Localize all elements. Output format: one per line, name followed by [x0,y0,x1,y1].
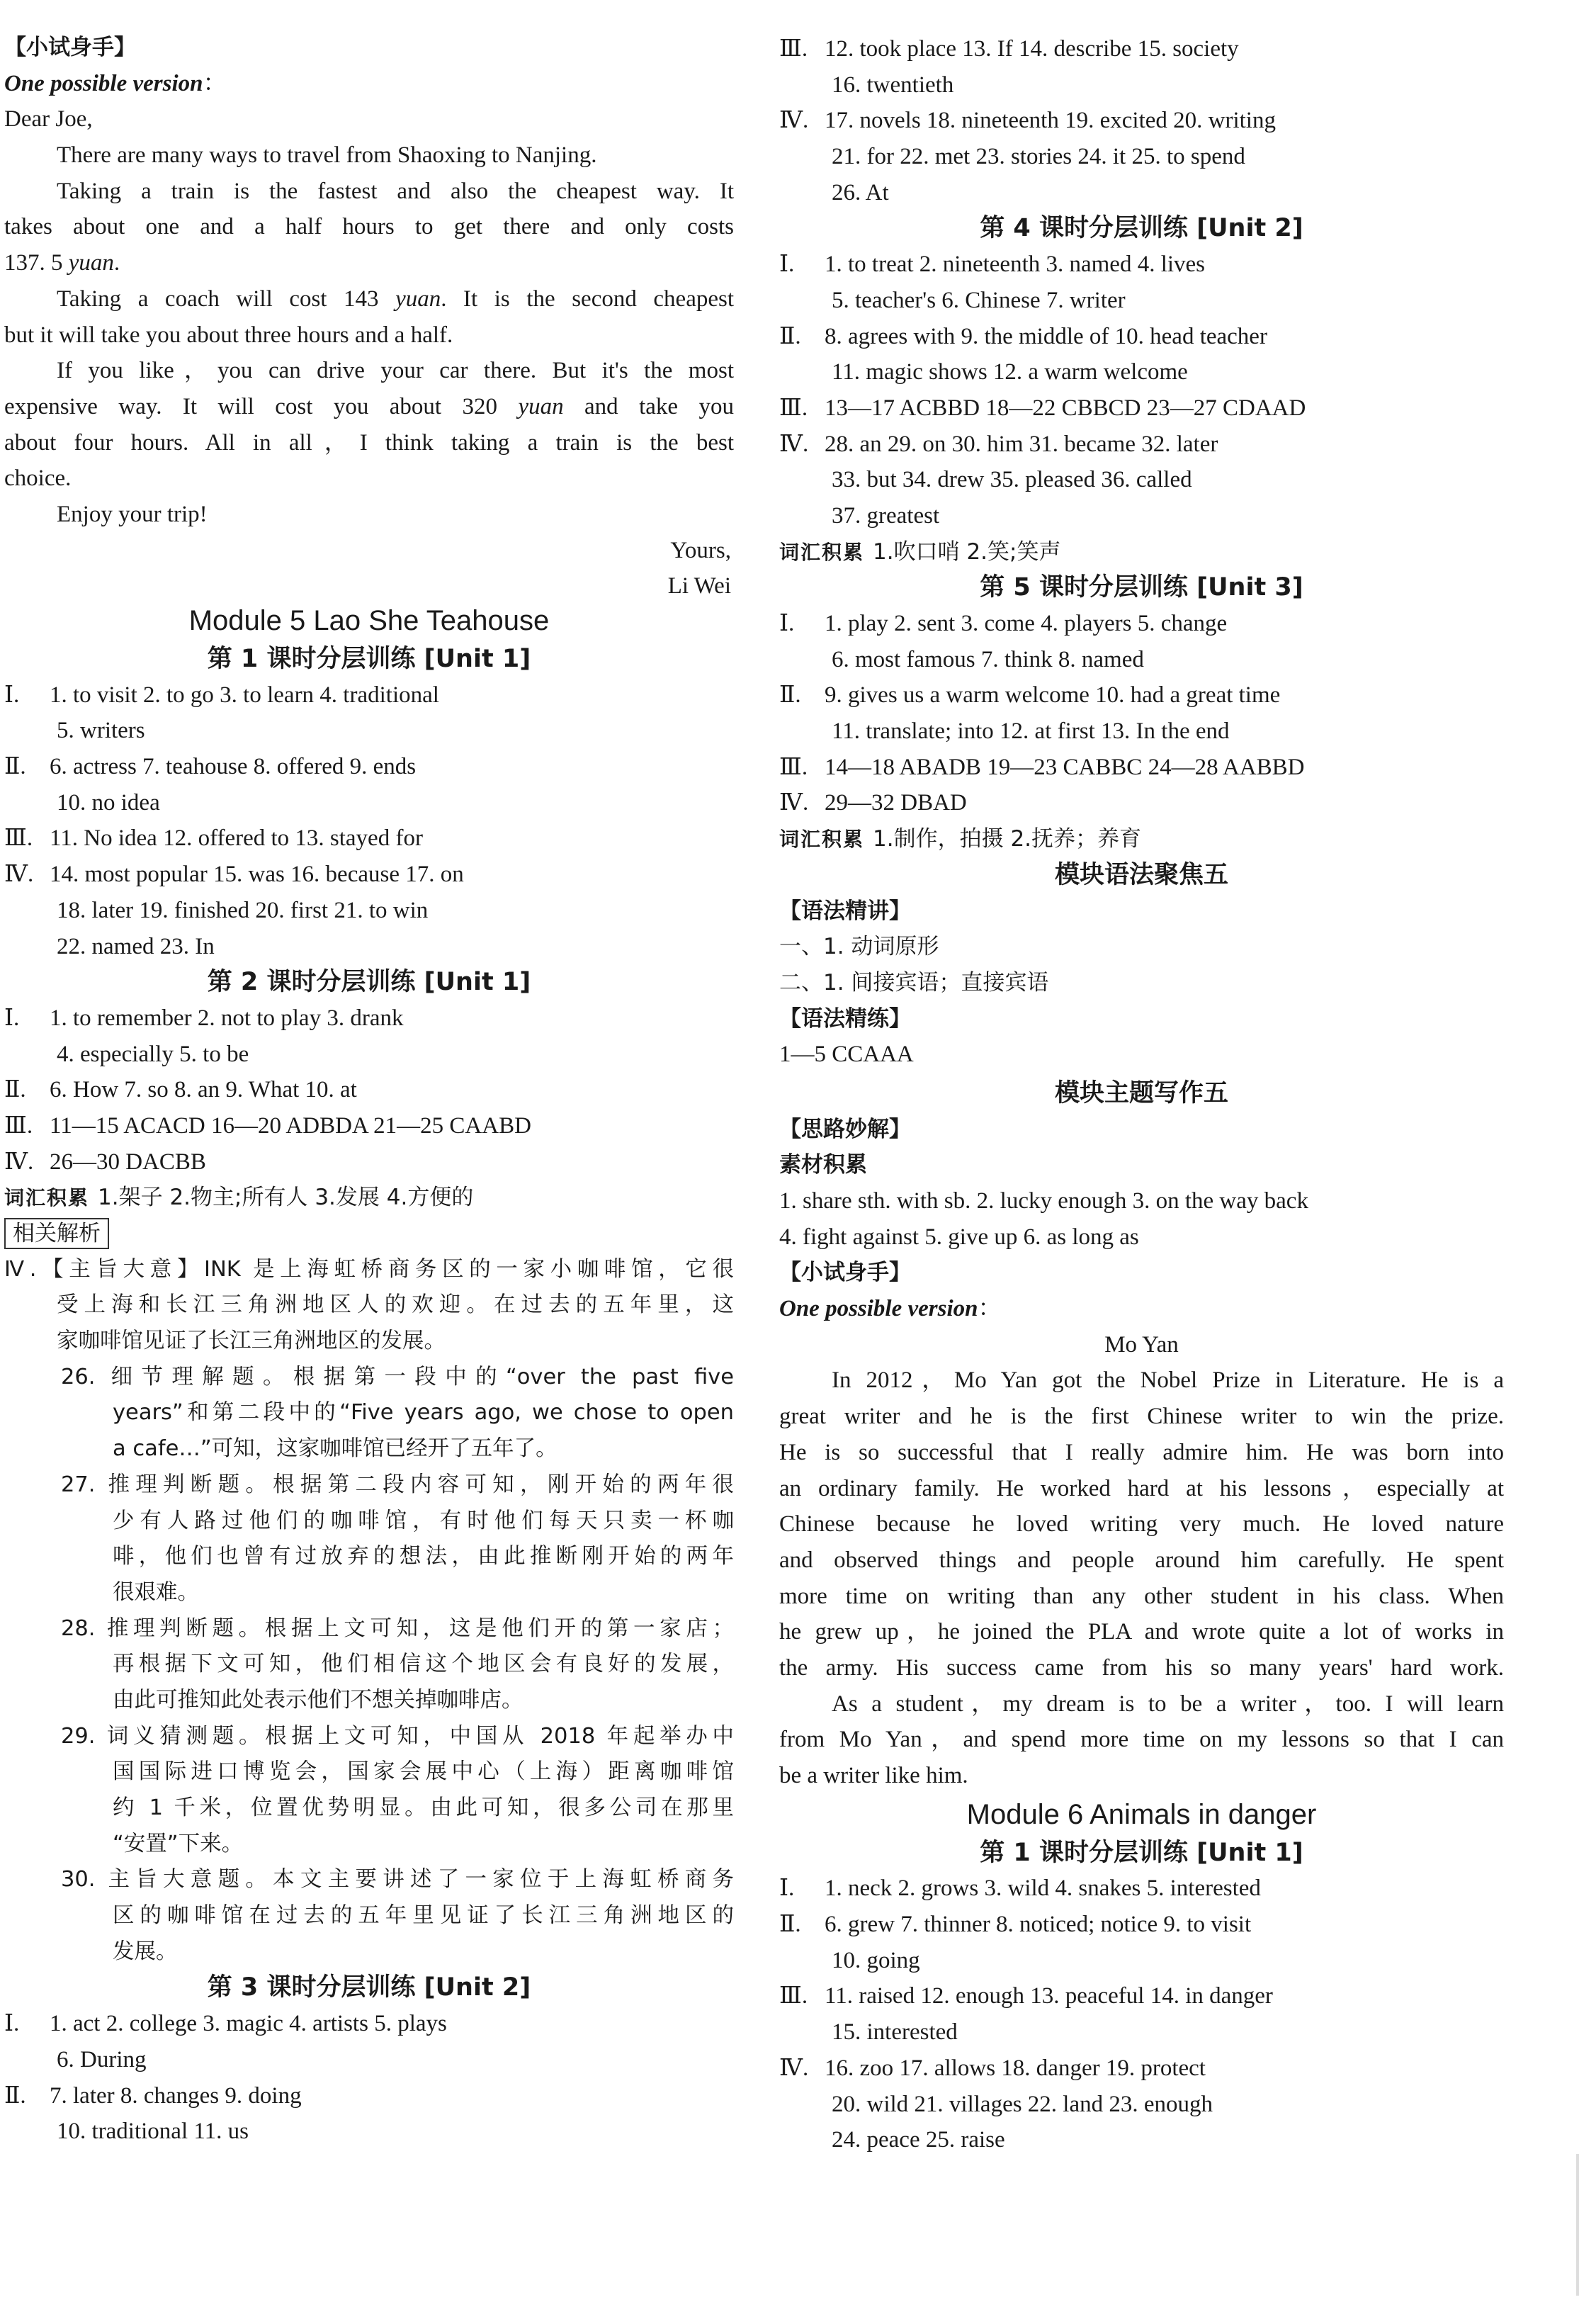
left-column [4,35,734,2150]
writing-header: 【思路妙解】 [779,1116,911,1142]
lesson-1-title: 第 1 课时分层训练 [Unit 1] [207,645,531,673]
answer-row: 5. teacher's 6. Chinese 7. writer [832,287,1126,313]
answer-row: Ⅳ. 16. zoo 17. allows 18. danger 19. protect [779,2055,1206,2081]
analysis-line: 区的咖啡馆在过去的五年里见证了长江三角洲地区的 [113,1903,734,1929]
answer-row: 37. greatest [832,502,940,529]
analysis-line: years”和第二段中的“Five years ago, we chose to open [113,1400,734,1426]
essay-line: He is so successful that I really admire him. He was born into [779,1439,1504,1465]
answer-row: 4. especially 5. to be [57,1041,249,1067]
answer-row: 10. traditional 11. us [57,2119,249,2145]
letter-line: about four hours. All in all，I think taking a train is the best [4,429,734,456]
letter-line: If you like，you can drive your car there. But it's the most [57,358,734,384]
vocab-tag: 词汇积累 [4,1186,90,1210]
answer-row: Ⅱ. 6. How 7. so 8. an 9. What 10. at [4,1077,357,1103]
version-label: One possible version： [779,1296,1002,1322]
answer-row: Ⅳ. 17. novels 18. nineteenth 19. excited 20. writing [779,108,1276,134]
analysis-tag-row [4,1216,734,1252]
module-5-title: Module 5 Lao She Teahouse [188,605,550,636]
answer-row: 24. peace 25. raise [832,2127,1005,2153]
vocab-row: 词汇积累 1.架子 2.物主;所有人 3.发展 4.方便的 [4,1185,474,1211]
answer-row: Ⅲ. 12. took place 13. If 14. describe 15. society [779,36,1239,62]
answer-row: 33. but 34. drew 35. pleased 36. called [832,467,1192,493]
lesson-3-title: 第 3 课时分层训练 [Unit 2] [207,1973,531,2002]
grammar-header: 【语法精练】 [779,1005,911,1032]
answer-row: 11. translate; into 12. at first 13. In the end [832,718,1230,745]
analysis-line: “安置”下来。 [113,1831,244,1856]
material-header: 素材积累 [779,1152,867,1178]
analysis-line: 国国际进口博览会，国家会展中心（上海）距离咖啡馆 [113,1759,734,1785]
answer-row: Ⅰ. 1. play 2. sent 3. come 4. players 5. change [779,611,1228,636]
letter-line: 137. 5 yuan. [4,250,120,276]
analysis-line: 少有人路过他们的咖啡馆，有时他们每天只卖一杯咖 [113,1508,734,1533]
letter-line: Taking a train is the fastest and also the cheapest way. It [57,178,734,204]
grammar-answer: 1—5 CCAAA [779,1042,914,1068]
answer-row: Ⅱ. 7. later 8. changes 9. doing [4,2082,302,2109]
letter-signature: Li Wei [667,573,731,599]
answer-row: 15. interested [832,2019,958,2046]
answer-row: Ⅲ. 11. No idea 12. offered to 13. stayed for [4,825,423,852]
material-row: 4. fight against 5. give up 6. as long as [779,1224,1139,1250]
essay-line: the army. His success came from his so many years' hard work. [779,1654,1504,1681]
grammar-answer: 二、1. 间接宾语；直接宾语 [779,969,1049,995]
analysis-line: 再根据下文可知，他们相信这个地区会有良好的发展， [113,1652,734,1677]
answer-row: 6. most famous 7. think 8. named [832,646,1144,672]
answer-row: Ⅲ. 14—18 ABADB 19—23 CABBC 24—28 AABBD [779,754,1305,780]
answer-row: Ⅳ. 28. an 29. on 30. him 31. became 32. later [779,431,1218,457]
grammar-focus-title: 模块语法聚焦五 [1054,860,1228,889]
essay-line: be a writer like him. [779,1763,968,1788]
page-edge-mark [1576,2154,1579,2296]
analysis-line: 28. 推理判断题。根据上文可知，这是他们开的第一家店； [61,1615,734,1641]
grammar-answer: 一、1. 动词原形 [779,934,939,960]
essay-line: great writer and he is the first Chinese writer to win the prize. [779,1404,1504,1430]
letter-line: expensive way. It will cost you about 320 yuan and take you [4,393,734,419]
letter-line: Taking a coach will cost 143 yuan. It is the second cheapest [57,286,734,312]
answer-row: 21. for 22. met 23. stories 24. it 25. to spend [832,144,1245,170]
answer-row: 10. no idea [57,789,160,816]
version-label: One possible version： [4,70,227,96]
answer-row: 26. At [832,179,889,205]
answer-row: Ⅰ. 1. to visit 2. to go 3. to learn 4. traditional [4,682,439,708]
analysis-line: 啡，他们也曾有过放弃的想法，由此推断刚开始的两年 [113,1544,734,1569]
answer-row: 16. twentieth [832,72,954,98]
answer-row: 6. During [57,2046,147,2072]
answer-row: Ⅳ. 29—32 DBAD [779,790,967,816]
essay-line: In 2012，Mo Yan got the Nobel Prize in Literature. He is a [832,1367,1504,1394]
essay-line: an ordinary family. He worked hard at his lessons，especially at [779,1475,1504,1501]
letter-greeting: Dear Joe, [4,106,93,132]
letter-line: takes about one and a half hours to get there and only costs [4,214,734,240]
answer-row: 20. wild 21. villages 22. land 23. enough [832,2091,1213,2117]
analysis-tag: 相关解析 [4,1218,109,1249]
essay-title: Mo Yan [1104,1331,1179,1358]
letter-line: There are many ways to travel from Shaoxing to Nanjing. [57,142,597,169]
answer-row: 5. writers [57,718,145,744]
letter-line: Enjoy your trip! [57,501,208,527]
lesson-4-title: 第 4 课时分层训练 [Unit 2] [980,214,1303,243]
trial-header: 【小试身手】 [4,35,136,60]
analysis-line: 26. 细节理解题。根据第一段中的“over the past five [61,1364,734,1389]
answer-row: 10. going [832,1947,920,1973]
essay-line: more time on writing than any other student in his class. When [779,1583,1504,1609]
answer-row: Ⅲ. 11. raised 12. enough 13. peaceful 14. in danger [779,1983,1273,2009]
right-column [779,36,1504,2158]
analysis-line: 发展。 [113,1939,178,1964]
analysis-line: 27. 推理判断题。根据第二段内容可知，刚开始的两年很 [61,1472,734,1497]
answer-row: Ⅲ. 13—17 ACBBD 18—22 CBBCD 23—27 CDAAD [779,395,1306,421]
answer-row: 22. named 23. In [57,933,215,959]
analysis-line: 受上海和长江三角洲地区人的欢迎。在过去的五年里，这 [57,1292,734,1318]
analysis-line: 很艰难。 [113,1579,199,1605]
grammar-header: 【语法精讲】 [779,898,911,924]
vocab-tag: 词汇积累 [779,540,865,564]
essay-line: and observed things and people around him carefully. He spent [779,1547,1504,1573]
writing-title: 模块主题写作五 [1054,1078,1228,1107]
m6-lesson-1-title: 第 1 课时分层训练 [Unit 1] [980,1838,1303,1867]
answer-row: Ⅱ. 6. actress 7. teahouse 8. offered 9. ends [4,754,417,780]
essay-line: he grew up，he joined the PLA and wrote quite a lot of works in [779,1619,1504,1645]
analysis-line: 29. 词义猜测题。根据上文可知，中国从 2018 年起举办中 [61,1723,734,1749]
letter-closing: Yours, [670,537,731,563]
answer-row: 18. later 19. finished 20. first 21. to win [57,897,429,923]
lesson-2-title: 第 2 课时分层训练 [Unit 1] [207,968,531,997]
material-row: 1. share sth. with sb. 2. lucky enough 3. on the way back [779,1188,1308,1214]
answer-row: Ⅲ. 11—15 ACACD 16—20 ADBDA 21—25 CAABD [4,1112,531,1139]
analysis-line: 家咖啡馆见证了长江三角洲地区的发展。 [57,1329,446,1354]
trial-header: 【小试身手】 [779,1260,911,1286]
answer-row: Ⅰ. 1. neck 2. grows 3. wild 4. snakes 5. interested [779,1875,1261,1902]
answer-row: Ⅰ. 1. to treat 2. nineteenth 3. named 4. lives [779,252,1206,278]
vocab-tag: 词汇积累 [779,828,865,852]
answer-row: Ⅰ. 1. act 2. college 3. magic 4. artists 5. plays [4,2011,447,2037]
analysis-line: 30. 主旨大意题。本文主要讲述了一家位于上海虹桥商务 [61,1867,734,1893]
letter-line: choice. [4,466,72,492]
essay-line: from Mo Yan，and spend more time on my lessons so that I can [779,1727,1504,1753]
analysis-line: 约 1 千米，位置优势明显。由此可知，很多公司在那里 [113,1795,734,1820]
vocab-row: 词汇积累 1.制作，拍摄 2.抚养；养育 [779,826,1142,852]
answer-row: 11. magic shows 12. a warm welcome [832,359,1188,385]
answer-row: Ⅱ. 6. grew 7. thinner 8. noticed; notice 9. to visit [779,1912,1252,1938]
essay-line: As a student，my dream is to be a writer，too. I will learn [832,1691,1504,1717]
essay-line: Chinese because he loved writing very much. He loved nature [779,1511,1504,1538]
answer-row: Ⅱ. 8. agrees with 9. the middle of 10. head teacher [779,323,1267,349]
vocab-row: 词汇积累 1.吹口哨 2.笑;笑声 [779,538,1061,565]
analysis-line: a cafe…”可知，这家咖啡馆已经开了五年了。 [113,1436,558,1462]
answer-row: Ⅰ. 1. to remember 2. not to play 3. drank [4,1005,404,1031]
lesson-5-title: 第 5 课时分层训练 [Unit 3] [980,573,1303,602]
module-6-title: Module 6 Animals in danger [966,1798,1317,1830]
answer-row: Ⅱ. 9. gives us a warm welcome 10. had a great time [779,682,1281,709]
answer-row: Ⅳ. 14. most popular 15. was 16. because 17. on [4,862,464,888]
analysis-line: 由此可推知此处表示他们不想关掉咖啡店。 [113,1687,523,1713]
analysis-line: Ⅳ.【主旨大意】INK 是上海虹桥商务区的一家小咖啡馆，它很 [4,1256,734,1282]
answer-row: Ⅳ. 26—30 DACBB [4,1149,206,1175]
letter-line: but it will take you about three hours and a half. [4,322,453,348]
